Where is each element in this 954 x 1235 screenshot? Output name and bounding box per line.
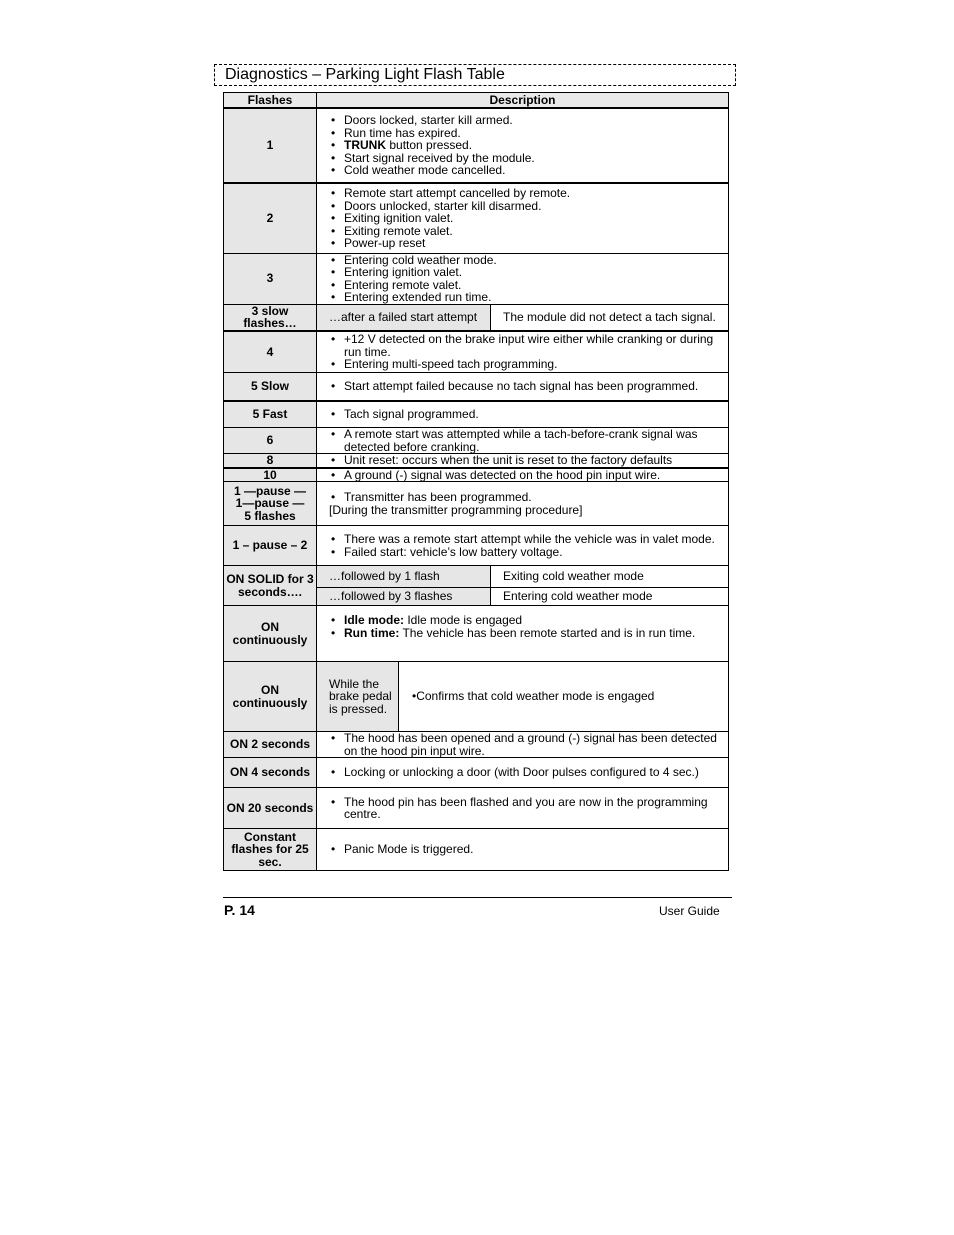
flash-cell: 1 – pause – 2 [224,526,317,566]
list-item: • Exiting ignition valet. [329,212,722,225]
list-item: • The hood pin has been flashed and you are now in the programming centre. [329,796,722,821]
description-cell [317,183,729,253]
description-cell [317,401,729,428]
header-flashes: Flashes [224,93,317,109]
table-row [224,304,729,331]
table-row [224,401,729,428]
flash-cell: 6 [224,428,317,454]
bold-term: TRUNK [344,138,386,153]
list-item: • +12 V detected on the brake input wire either while cranking or during run time. [329,333,722,358]
list-item: • Exiting remote valet. [329,225,722,238]
table-row [224,253,729,304]
description-cell [317,468,729,482]
result-cell [399,662,729,732]
list-item: • Locking or unlocking a door (with Door pulses configured to 4 sec.) [329,766,722,779]
flash-cell: 5 Fast [224,401,317,428]
table-row [224,183,729,253]
list-item: • A remote start was attempted while a tach-before-crank signal was detected before cranking. [329,428,722,453]
flash-cell: 3 slow flashes… [224,304,317,331]
result-cell: Exiting cold weather mode [491,566,729,588]
list-item: • Entering ignition valet. [329,266,722,279]
bold-term: Run time: [344,625,400,640]
flash-cell: 2 [224,183,317,253]
flash-cell: ON 4 seconds [224,758,317,788]
flash-cell: ON 2 seconds [224,732,317,758]
flash-cell: 3 [224,253,317,304]
table-row [224,732,729,758]
header-description: Description [317,93,729,109]
procedure-note: [During the transmitter programming procedure] [329,502,583,517]
condition-cell: …followed by 1 flash [317,566,491,588]
list-item: • Power-up reset [329,237,722,250]
result-cell: Entering cold weather mode [491,588,729,606]
list-item: • Unit reset: occurs when the unit is reset to the factory defaults [329,454,722,467]
flash-cell [224,606,317,662]
flash-cell [224,662,317,732]
bullet-icon: • [412,689,417,704]
flash-cell: 8 [224,454,317,468]
flash-cell: 5 Slow [224,373,317,401]
list-item: • Panic Mode is triggered. [329,843,722,856]
description-cell [317,829,729,871]
list-item: • Tach signal programmed. [329,408,722,421]
flash-line: flashes for 25 [231,842,309,857]
footer-divider [223,897,732,898]
table-row [224,758,729,788]
list-item: • Transmitter has been programmed. [329,491,728,504]
bold-term: Idle mode: [344,613,405,627]
description-cell [317,108,729,183]
list-item: • Remote start attempt cancelled by remote. [329,187,722,200]
table-row [224,454,729,468]
list-item: • The hood has been opened and a ground (-) signal has been detected on the hood pin input wire. [329,732,722,757]
flash-cell: 4 [224,331,317,373]
flash-cell [224,482,317,526]
description-cell [317,373,729,401]
flash-line: 1 —pause — [233,483,307,498]
list-item: • Run time has expired. [329,127,722,140]
condition-cell: …after a failed start attempt [317,304,491,331]
list-item: • A ground (-) signal was detected on the hood pin input wire. [329,469,722,482]
condition-cell: While the brake pedal is pressed. [317,662,399,732]
flash-line: continuously [232,632,308,647]
description-cell [317,428,729,454]
list-item [329,139,722,152]
table-row [224,428,729,454]
list-item: • Entering remote valet. [329,279,722,292]
list-item: • Start attempt failed because no tach signal has been programmed. [329,380,722,393]
list-item: • Failed start: vehicle’s low battery voltage. [329,546,722,559]
list-item: • Entering multi-speed tach programming. [329,358,722,371]
list-item-text: The vehicle has been remote started and is in run time. [399,625,696,640]
list-item-text: Idle mode is engaged [404,613,523,627]
flash-line: 1—pause — [235,496,305,511]
table-row [224,606,729,662]
flash-line: sec. [258,854,282,869]
flash-line: Constant [244,829,296,844]
flash-cell: 10 [224,468,317,482]
table-row [224,526,729,566]
description-cell [317,482,729,526]
flash-cell: 1 [224,108,317,183]
list-item: • Entering extended run time. [329,291,722,304]
flash-line: seconds…. [237,584,303,599]
table-row [224,829,729,871]
flash-line: 5 flashes [244,508,296,523]
table-row [224,331,729,373]
condition-cell: …followed by 3 flashes [317,588,491,606]
flash-cell: ON 20 seconds [224,788,317,829]
table-row [224,108,729,183]
description-cell [317,788,729,829]
footer-label: User Guide [659,904,720,918]
flash-line: ON [261,620,279,634]
table-row [224,788,729,829]
flash-line: ON [261,683,279,697]
table-row [224,482,729,526]
description-cell [317,454,729,468]
description-cell [317,732,729,758]
list-item: • Cold weather mode cancelled. [329,164,722,177]
table-row [224,662,729,732]
section-title: Diagnostics – Parking Light Flash Table [214,64,736,86]
list-item: • Entering cold weather mode. [329,254,722,267]
table-row [224,468,729,482]
table-row [224,566,729,588]
flash-cell [224,566,317,606]
description-cell [317,253,729,304]
result-text: Confirms that cold weather mode is engaged [416,689,655,704]
description-cell [317,606,729,662]
list-item [329,627,722,640]
flash-table [223,92,729,871]
list-item: • Start signal received by the module. [329,152,722,165]
flash-cell [224,829,317,871]
list-item: • Doors unlocked, starter kill disarmed. [329,200,722,213]
description-cell [317,758,729,788]
page-number: P. 14 [224,902,255,918]
list-item-text: button pressed. [389,138,473,153]
flash-line: continuously [232,695,308,710]
flash-line: ON SOLID for 3 [226,572,314,586]
table-row [224,373,729,401]
result-cell: The module did not detect a tach signal. [491,304,729,331]
description-cell [317,331,729,373]
description-cell [317,526,729,566]
list-item: • There was a remote start attempt while the vehicle was in valet mode. [329,533,722,546]
list-item: • Doors locked, starter kill armed. [329,114,722,127]
